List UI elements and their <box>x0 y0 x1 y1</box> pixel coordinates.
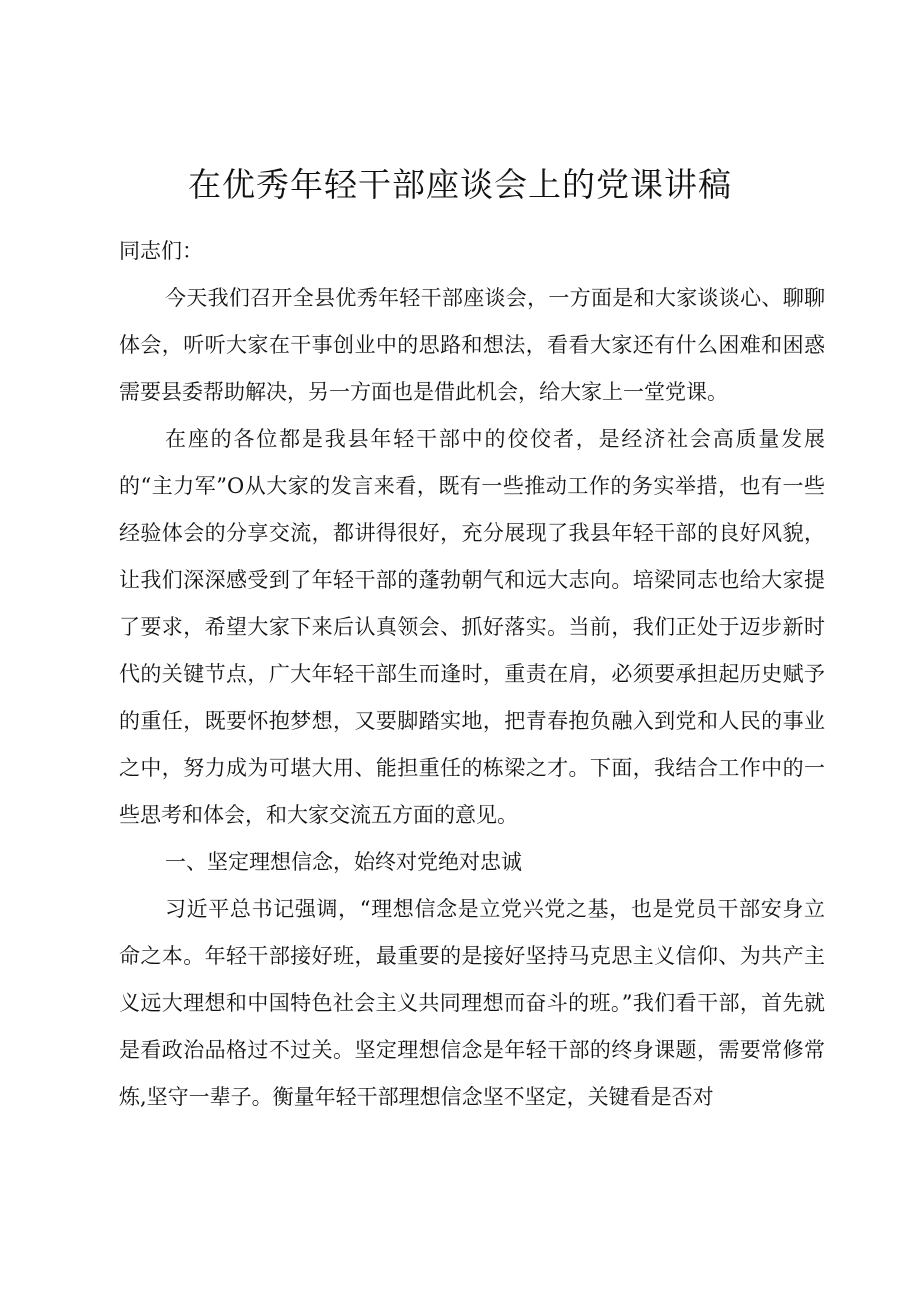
document-body <box>119 228 825 1121</box>
page-title: 在优秀年轻干部座谈会上的党课讲稿 <box>188 165 732 204</box>
section-heading: 一、坚定理想信念，始终对党绝对忠诚 <box>165 850 522 874</box>
greeting: 同志们： <box>119 239 203 263</box>
paragraph-section-one: 习近平总书记强调，“理想信念是立党兴党之基，也是党员干部安身立命之本。年轻干部接好班，最重要的是接好坚持马克思主义信仰、为共产主义远大理想和中国特色社会主义共同理想而奋斗的班。”我们看干部，首先就是看政治品格过不过关。坚定理想信念是年轻干部的终身课题，需要常修常炼,坚守一辈子。衡量年轻干部理想信念坚不坚定，关键看是否对 <box>119 897 825 1109</box>
paragraph-main: 在座的各位都是我县年轻干部中的佼佼者，是经济社会高质量发展的“主力军”O从大家的发言来看，既有一些推动工作的务实举措，也有一些经验体会的分享交流，都讲得很好，充分展现了我县年轻干部的良好风貌，让我们深深感受到了年轻干部的蓬勃朝气和远大志向。培梁同志也给大家提了要求，希望大家下来后认真领会、抓好落实。当前，我们正处于迈步新时代的关键节点，广大年轻干部生而逢时，重责在肩，必须要承担起历史赋予的重任，既要怀抱梦想，又要脚踏实地，把青春抱负融入到党和人民的事业之中，努力成为可堪大用、能担重任的栋梁之才。下面，我结合工作中的一些思考和体会，和大家交流五方面的意见。 <box>119 427 825 827</box>
paragraph-intro: 今天我们召开全县优秀年轻干部座谈会，一方面是和大家谈谈心、聊聊体会，听听大家在干事创业中的思路和想法，看看大家还有什么困难和困惑需要县委帮助解决，另一方面也是借此机会，给大家上一堂党课。 <box>119 286 825 404</box>
